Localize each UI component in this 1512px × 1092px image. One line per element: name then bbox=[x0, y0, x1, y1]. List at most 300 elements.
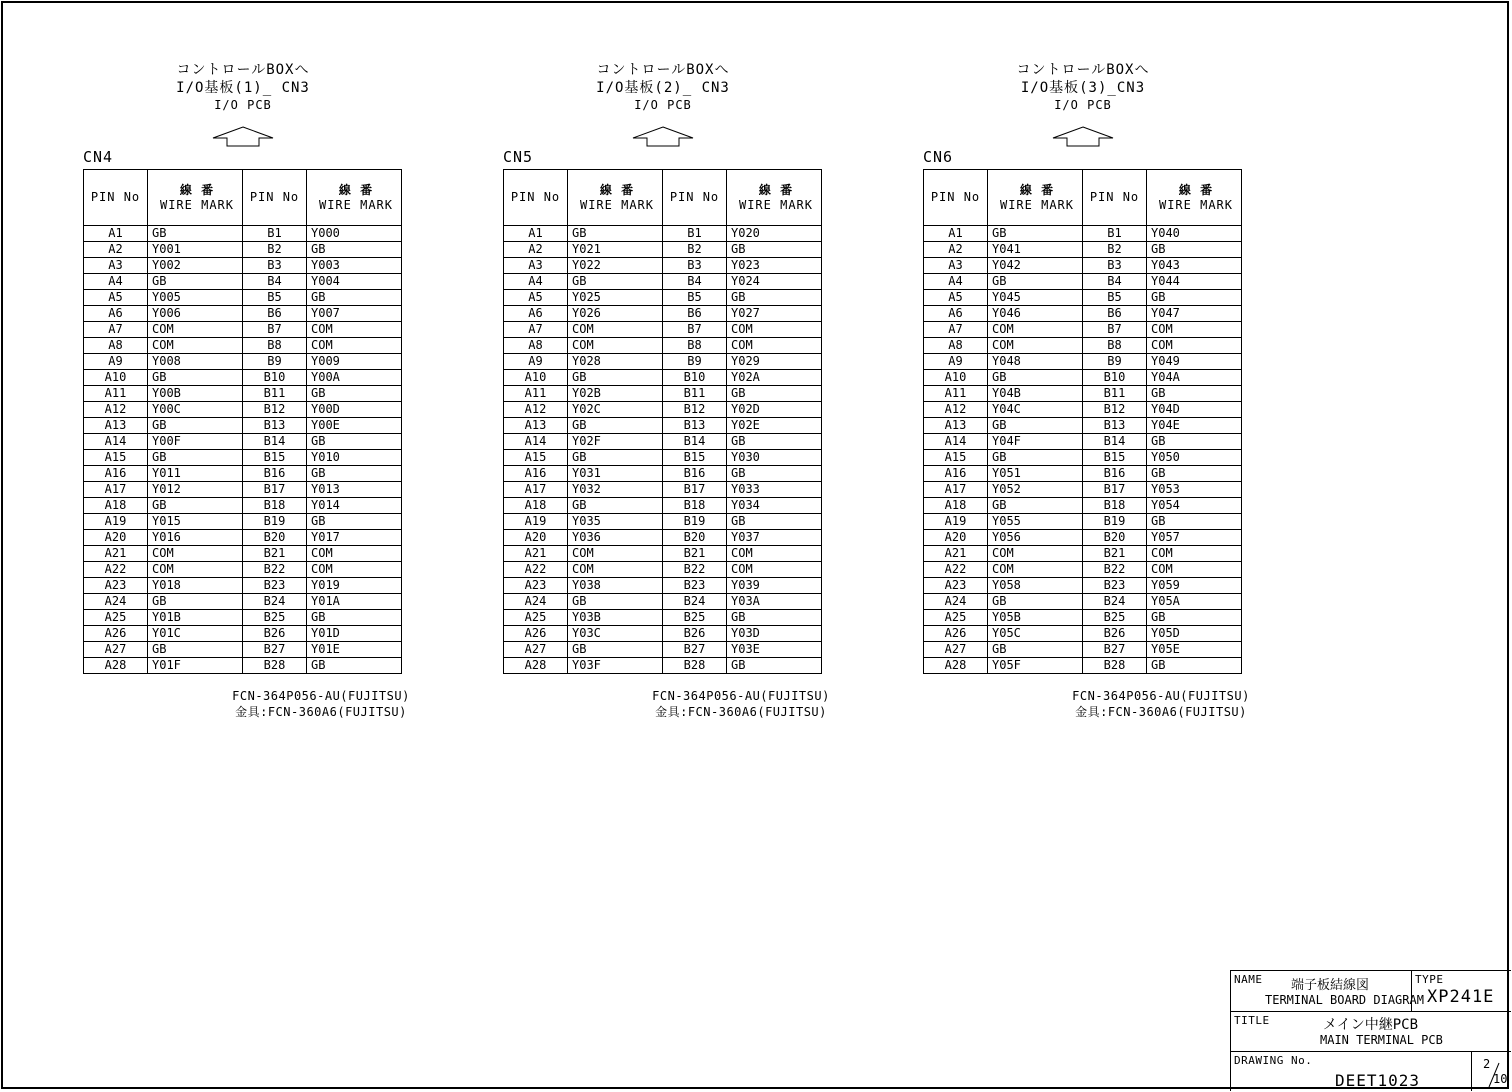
col-wire-a bbox=[148, 170, 243, 226]
pin-b: B3 bbox=[663, 258, 727, 274]
pin-b: B4 bbox=[243, 274, 307, 290]
table-row bbox=[924, 482, 1242, 498]
pin-b: B28 bbox=[663, 658, 727, 674]
wire-b: GB bbox=[307, 466, 402, 482]
pin-a: A18 bbox=[84, 498, 148, 514]
wire-a: COM bbox=[568, 338, 663, 354]
wire-a: COM bbox=[568, 546, 663, 562]
wire-b: GB bbox=[1147, 610, 1242, 626]
pin-a: A2 bbox=[504, 242, 568, 258]
table-row bbox=[84, 466, 402, 482]
wire-b: Y043 bbox=[1147, 258, 1242, 274]
table-row bbox=[504, 498, 822, 514]
table-row bbox=[504, 642, 822, 658]
table-row bbox=[84, 514, 402, 530]
pin-a: A25 bbox=[84, 610, 148, 626]
wire-a: COM bbox=[568, 562, 663, 578]
wire-b: Y049 bbox=[1147, 354, 1242, 370]
pin-a: A5 bbox=[84, 290, 148, 306]
pin-a: A15 bbox=[924, 450, 988, 466]
bracket-part-note: 金具:FCN-360A6(FUJITSU) bbox=[655, 705, 827, 719]
col-wire-b bbox=[307, 170, 402, 226]
table-row bbox=[504, 578, 822, 594]
table-row bbox=[504, 450, 822, 466]
wire-a: COM bbox=[988, 322, 1083, 338]
pin-b: B21 bbox=[243, 546, 307, 562]
wire-b: Y024 bbox=[727, 274, 822, 290]
table-row bbox=[924, 370, 1242, 386]
pin-a: A13 bbox=[924, 418, 988, 434]
wire-a: Y026 bbox=[568, 306, 663, 322]
wire-b: Y037 bbox=[727, 530, 822, 546]
wire-a: Y036 bbox=[568, 530, 663, 546]
wire-a: GB bbox=[988, 370, 1083, 386]
wire-b: Y010 bbox=[307, 450, 402, 466]
col-wire-jp: 線 番 bbox=[1019, 182, 1055, 197]
wire-a: Y042 bbox=[988, 258, 1083, 274]
col-wire-jp: 線 番 bbox=[599, 182, 635, 197]
pin-a: A20 bbox=[84, 530, 148, 546]
pin-a: A11 bbox=[84, 386, 148, 402]
wire-a: Y032 bbox=[568, 482, 663, 498]
table-row bbox=[924, 338, 1242, 354]
header-line-2: I/O基板(2)_ CN3 bbox=[596, 80, 730, 96]
wire-b: Y059 bbox=[1147, 578, 1242, 594]
pin-a: A24 bbox=[504, 594, 568, 610]
table-row bbox=[924, 354, 1242, 370]
wire-b: Y05A bbox=[1147, 594, 1242, 610]
wire-b: Y017 bbox=[307, 530, 402, 546]
pin-b: B1 bbox=[663, 226, 727, 242]
wire-a: GB bbox=[148, 418, 243, 434]
wire-b: GB bbox=[307, 290, 402, 306]
pin-b: B24 bbox=[1083, 594, 1147, 610]
connector-block-cn4 bbox=[83, 62, 503, 722]
pin-a: A12 bbox=[504, 402, 568, 418]
pin-b: B23 bbox=[663, 578, 727, 594]
wire-a: GB bbox=[148, 642, 243, 658]
wire-a: Y021 bbox=[568, 242, 663, 258]
table-row bbox=[84, 274, 402, 290]
pin-a: A11 bbox=[924, 386, 988, 402]
pin-b: B12 bbox=[243, 402, 307, 418]
pin-b: B10 bbox=[663, 370, 727, 386]
wire-a: Y002 bbox=[148, 258, 243, 274]
table-row bbox=[504, 562, 822, 578]
table-row bbox=[504, 386, 822, 402]
pin-b: B9 bbox=[1083, 354, 1147, 370]
pin-a: A18 bbox=[504, 498, 568, 514]
table-row bbox=[924, 242, 1242, 258]
pin-b: B9 bbox=[663, 354, 727, 370]
wire-b: Y023 bbox=[727, 258, 822, 274]
table-row bbox=[924, 402, 1242, 418]
col-wire-jp: 線 番 bbox=[758, 182, 794, 197]
wire-a: Y01C bbox=[148, 626, 243, 642]
table-row bbox=[504, 242, 822, 258]
table-row bbox=[504, 370, 822, 386]
pin-a: A9 bbox=[504, 354, 568, 370]
table-row bbox=[504, 530, 822, 546]
pin-a: A3 bbox=[924, 258, 988, 274]
pin-a: A26 bbox=[504, 626, 568, 642]
pin-a: A27 bbox=[84, 642, 148, 658]
wire-b: GB bbox=[307, 242, 402, 258]
wire-b: Y01A bbox=[307, 594, 402, 610]
wire-a: Y02C bbox=[568, 402, 663, 418]
table-row bbox=[504, 514, 822, 530]
table-row bbox=[84, 482, 402, 498]
header-line-3: I/O PCB bbox=[214, 98, 272, 112]
pin-a: A1 bbox=[504, 226, 568, 242]
pin-b: B26 bbox=[663, 626, 727, 642]
pin-a: A12 bbox=[84, 402, 148, 418]
wire-b: Y033 bbox=[727, 482, 822, 498]
wire-b: COM bbox=[1147, 546, 1242, 562]
pin-a: A5 bbox=[924, 290, 988, 306]
wire-a: GB bbox=[988, 226, 1083, 242]
pin-a: A23 bbox=[924, 578, 988, 594]
wire-b: Y04D bbox=[1147, 402, 1242, 418]
pin-b: B26 bbox=[243, 626, 307, 642]
pin-a: A6 bbox=[84, 306, 148, 322]
wire-a: COM bbox=[988, 562, 1083, 578]
wire-a: COM bbox=[148, 338, 243, 354]
wire-a: Y046 bbox=[988, 306, 1083, 322]
header-line-3: I/O PCB bbox=[634, 98, 692, 112]
pin-b: B14 bbox=[663, 434, 727, 450]
pin-a: A2 bbox=[924, 242, 988, 258]
pin-b: B16 bbox=[663, 466, 727, 482]
table-row bbox=[504, 354, 822, 370]
wire-b: COM bbox=[307, 562, 402, 578]
pin-b: B26 bbox=[1083, 626, 1147, 642]
pin-b: B19 bbox=[1083, 514, 1147, 530]
wire-a: Y001 bbox=[148, 242, 243, 258]
table-row bbox=[84, 370, 402, 386]
pin-a: A17 bbox=[924, 482, 988, 498]
wire-b: GB bbox=[307, 610, 402, 626]
wire-b: Y054 bbox=[1147, 498, 1242, 514]
table-row bbox=[84, 546, 402, 562]
table-row bbox=[924, 322, 1242, 338]
pin-a: A17 bbox=[84, 482, 148, 498]
wire-b: COM bbox=[307, 322, 402, 338]
col-wire-en: WIRE MARK bbox=[738, 197, 814, 212]
wire-b: COM bbox=[727, 546, 822, 562]
table-row bbox=[84, 578, 402, 594]
pin-b: B8 bbox=[243, 338, 307, 354]
wire-a: GB bbox=[568, 498, 663, 514]
wire-a: COM bbox=[988, 546, 1083, 562]
pin-b: B15 bbox=[663, 450, 727, 466]
wire-b: GB bbox=[1147, 514, 1242, 530]
wire-b: GB bbox=[307, 658, 402, 674]
bracket-part-note: 金具:FCN-360A6(FUJITSU) bbox=[235, 705, 407, 719]
pin-a: A14 bbox=[84, 434, 148, 450]
wire-b: GB bbox=[1147, 466, 1242, 482]
pin-b: B2 bbox=[1083, 242, 1147, 258]
table-row bbox=[924, 578, 1242, 594]
pin-b: B22 bbox=[663, 562, 727, 578]
connector-label: CN4 bbox=[83, 148, 114, 166]
pin-a: A9 bbox=[924, 354, 988, 370]
pin-a: A10 bbox=[924, 370, 988, 386]
pin-a: A20 bbox=[504, 530, 568, 546]
type-label: TYPE bbox=[1415, 973, 1444, 986]
wire-a: Y03B bbox=[568, 610, 663, 626]
wire-a: COM bbox=[148, 322, 243, 338]
sheet-total: 10 bbox=[1493, 1072, 1508, 1086]
wire-b: GB bbox=[727, 658, 822, 674]
pin-b: B12 bbox=[663, 402, 727, 418]
pin-b: B19 bbox=[663, 514, 727, 530]
table-row bbox=[84, 610, 402, 626]
name-label: NAME bbox=[1234, 973, 1263, 986]
pin-a: A26 bbox=[924, 626, 988, 642]
wire-b: GB bbox=[727, 242, 822, 258]
name-en: TERMINAL BOARD DIAGRAM bbox=[1265, 993, 1424, 1007]
header-line-1: コントロールBOXへ bbox=[596, 62, 730, 78]
wire-a: Y031 bbox=[568, 466, 663, 482]
pin-a: A27 bbox=[924, 642, 988, 658]
pin-a: A13 bbox=[84, 418, 148, 434]
wire-a: GB bbox=[568, 450, 663, 466]
pin-a: A25 bbox=[504, 610, 568, 626]
pin-a: A6 bbox=[504, 306, 568, 322]
wire-a: COM bbox=[148, 546, 243, 562]
up-arrow-icon bbox=[631, 126, 695, 148]
table-row bbox=[84, 642, 402, 658]
pin-a: A4 bbox=[924, 274, 988, 290]
table-row bbox=[504, 306, 822, 322]
pin-a: A21 bbox=[924, 546, 988, 562]
pin-b: B19 bbox=[243, 514, 307, 530]
pin-b: B27 bbox=[663, 642, 727, 658]
table-row bbox=[504, 482, 822, 498]
pin-b: B13 bbox=[1083, 418, 1147, 434]
pin-a: A16 bbox=[504, 466, 568, 482]
wire-b: Y029 bbox=[727, 354, 822, 370]
wire-a: GB bbox=[988, 274, 1083, 290]
header-line-3: I/O PCB bbox=[1054, 98, 1112, 112]
pin-a: A28 bbox=[84, 658, 148, 674]
wire-b: COM bbox=[1147, 338, 1242, 354]
pin-b: B11 bbox=[243, 386, 307, 402]
connector-label: CN5 bbox=[503, 148, 534, 166]
wire-a: Y052 bbox=[988, 482, 1083, 498]
table-row bbox=[84, 386, 402, 402]
table-row bbox=[924, 562, 1242, 578]
header-line-2: I/O基板(1)_ CN3 bbox=[176, 80, 310, 96]
pin-b: B7 bbox=[1083, 322, 1147, 338]
col-pin-a: PIN No bbox=[504, 170, 568, 226]
pin-a: A3 bbox=[84, 258, 148, 274]
table-row bbox=[924, 434, 1242, 450]
pin-b: B8 bbox=[1083, 338, 1147, 354]
pin-a: A8 bbox=[924, 338, 988, 354]
wire-b: GB bbox=[1147, 290, 1242, 306]
wire-a: COM bbox=[148, 562, 243, 578]
wire-a: Y018 bbox=[148, 578, 243, 594]
pin-b: B10 bbox=[1083, 370, 1147, 386]
pin-b: B27 bbox=[1083, 642, 1147, 658]
wire-a: Y01B bbox=[148, 610, 243, 626]
col-wire-jp: 線 番 bbox=[1178, 182, 1214, 197]
pin-a: A19 bbox=[504, 514, 568, 530]
connector-block-cn6 bbox=[923, 62, 1343, 722]
table-row bbox=[504, 226, 822, 242]
pin-b: B14 bbox=[243, 434, 307, 450]
pin-a: A17 bbox=[504, 482, 568, 498]
table-row bbox=[924, 226, 1242, 242]
wire-b: Y02A bbox=[727, 370, 822, 386]
wire-b: Y053 bbox=[1147, 482, 1242, 498]
table-row bbox=[924, 642, 1242, 658]
table-row bbox=[504, 338, 822, 354]
wire-b: Y027 bbox=[727, 306, 822, 322]
pin-b: B4 bbox=[1083, 274, 1147, 290]
wire-a: Y04C bbox=[988, 402, 1083, 418]
wire-a: GB bbox=[148, 226, 243, 242]
wire-a: Y051 bbox=[988, 466, 1083, 482]
wire-b: Y034 bbox=[727, 498, 822, 514]
pin-a: A22 bbox=[504, 562, 568, 578]
pin-b: B22 bbox=[1083, 562, 1147, 578]
connector-part-note: FCN-364P056-AU(FUJITSU) bbox=[232, 689, 410, 703]
wire-b: GB bbox=[1147, 386, 1242, 402]
pin-b: B20 bbox=[1083, 530, 1147, 546]
wire-a: Y03F bbox=[568, 658, 663, 674]
table-row bbox=[924, 530, 1242, 546]
wire-a: Y04F bbox=[988, 434, 1083, 450]
connector-part-note: FCN-364P056-AU(FUJITSU) bbox=[1072, 689, 1250, 703]
wire-a: Y041 bbox=[988, 242, 1083, 258]
pin-b: B1 bbox=[1083, 226, 1147, 242]
pin-b: B5 bbox=[243, 290, 307, 306]
pin-a: A14 bbox=[924, 434, 988, 450]
wire-b: Y007 bbox=[307, 306, 402, 322]
wire-a: Y008 bbox=[148, 354, 243, 370]
wire-b: Y004 bbox=[307, 274, 402, 290]
pin-b: B7 bbox=[243, 322, 307, 338]
table-row bbox=[924, 306, 1242, 322]
wire-a: COM bbox=[568, 322, 663, 338]
pin-b: B6 bbox=[243, 306, 307, 322]
wire-b: GB bbox=[307, 434, 402, 450]
connector-label: CN6 bbox=[923, 148, 954, 166]
wire-b: GB bbox=[727, 290, 822, 306]
wire-b: Y019 bbox=[307, 578, 402, 594]
pin-b: B20 bbox=[243, 530, 307, 546]
wire-b: COM bbox=[1147, 562, 1242, 578]
wire-b: COM bbox=[727, 562, 822, 578]
pin-a: A28 bbox=[504, 658, 568, 674]
wire-a: COM bbox=[988, 338, 1083, 354]
type-value: XP241E bbox=[1427, 987, 1495, 1007]
wire-b: Y014 bbox=[307, 498, 402, 514]
pin-b: B7 bbox=[663, 322, 727, 338]
table-row bbox=[924, 546, 1242, 562]
table-row bbox=[84, 530, 402, 546]
table-row bbox=[504, 402, 822, 418]
wire-a: Y005 bbox=[148, 290, 243, 306]
title-en: MAIN TERMINAL PCB bbox=[1320, 1033, 1443, 1047]
pin-b: B2 bbox=[663, 242, 727, 258]
pin-table bbox=[503, 169, 822, 674]
table-row bbox=[84, 418, 402, 434]
wire-a: GB bbox=[148, 498, 243, 514]
pin-b: B14 bbox=[1083, 434, 1147, 450]
title-label: TITLE bbox=[1234, 1014, 1270, 1027]
table-row bbox=[924, 258, 1242, 274]
connector-block-cn5 bbox=[503, 62, 923, 722]
table-row bbox=[504, 434, 822, 450]
pin-b: B16 bbox=[243, 466, 307, 482]
table-row bbox=[84, 402, 402, 418]
pin-a: A14 bbox=[504, 434, 568, 450]
wire-a: GB bbox=[568, 226, 663, 242]
wire-b: GB bbox=[727, 466, 822, 482]
wire-a: Y00C bbox=[148, 402, 243, 418]
pin-a: A22 bbox=[924, 562, 988, 578]
table-row bbox=[84, 290, 402, 306]
title-block bbox=[1230, 970, 1511, 1091]
pin-b: B21 bbox=[1083, 546, 1147, 562]
pin-b: B17 bbox=[243, 482, 307, 498]
pin-b: B2 bbox=[243, 242, 307, 258]
table-row bbox=[84, 226, 402, 242]
wire-a: Y022 bbox=[568, 258, 663, 274]
wire-b: GB bbox=[727, 434, 822, 450]
wire-a: Y01F bbox=[148, 658, 243, 674]
pin-b: B16 bbox=[1083, 466, 1147, 482]
table-row bbox=[84, 322, 402, 338]
pin-a: A13 bbox=[504, 418, 568, 434]
wire-b: GB bbox=[727, 514, 822, 530]
table-row bbox=[504, 594, 822, 610]
table-row bbox=[924, 594, 1242, 610]
table-row bbox=[84, 450, 402, 466]
up-arrow-icon bbox=[211, 126, 275, 148]
pin-a: A15 bbox=[504, 450, 568, 466]
wire-b: COM bbox=[307, 338, 402, 354]
pin-a: A10 bbox=[84, 370, 148, 386]
wire-a: Y02B bbox=[568, 386, 663, 402]
pin-b: B21 bbox=[663, 546, 727, 562]
wire-b: Y05E bbox=[1147, 642, 1242, 658]
wire-a: Y012 bbox=[148, 482, 243, 498]
wire-b: COM bbox=[1147, 322, 1242, 338]
wire-b: GB bbox=[307, 386, 402, 402]
pin-b: B15 bbox=[243, 450, 307, 466]
table-row bbox=[504, 274, 822, 290]
table-row bbox=[924, 450, 1242, 466]
wire-a: Y006 bbox=[148, 306, 243, 322]
pin-a: A20 bbox=[924, 530, 988, 546]
wire-a: Y028 bbox=[568, 354, 663, 370]
pin-a: A27 bbox=[504, 642, 568, 658]
table-row bbox=[924, 274, 1242, 290]
wire-a: GB bbox=[988, 498, 1083, 514]
pin-a: A1 bbox=[84, 226, 148, 242]
pin-b: B1 bbox=[243, 226, 307, 242]
wire-a: Y00B bbox=[148, 386, 243, 402]
wire-a: Y058 bbox=[988, 578, 1083, 594]
wire-b: GB bbox=[727, 386, 822, 402]
wire-a: Y05F bbox=[988, 658, 1083, 674]
pin-a: A23 bbox=[504, 578, 568, 594]
